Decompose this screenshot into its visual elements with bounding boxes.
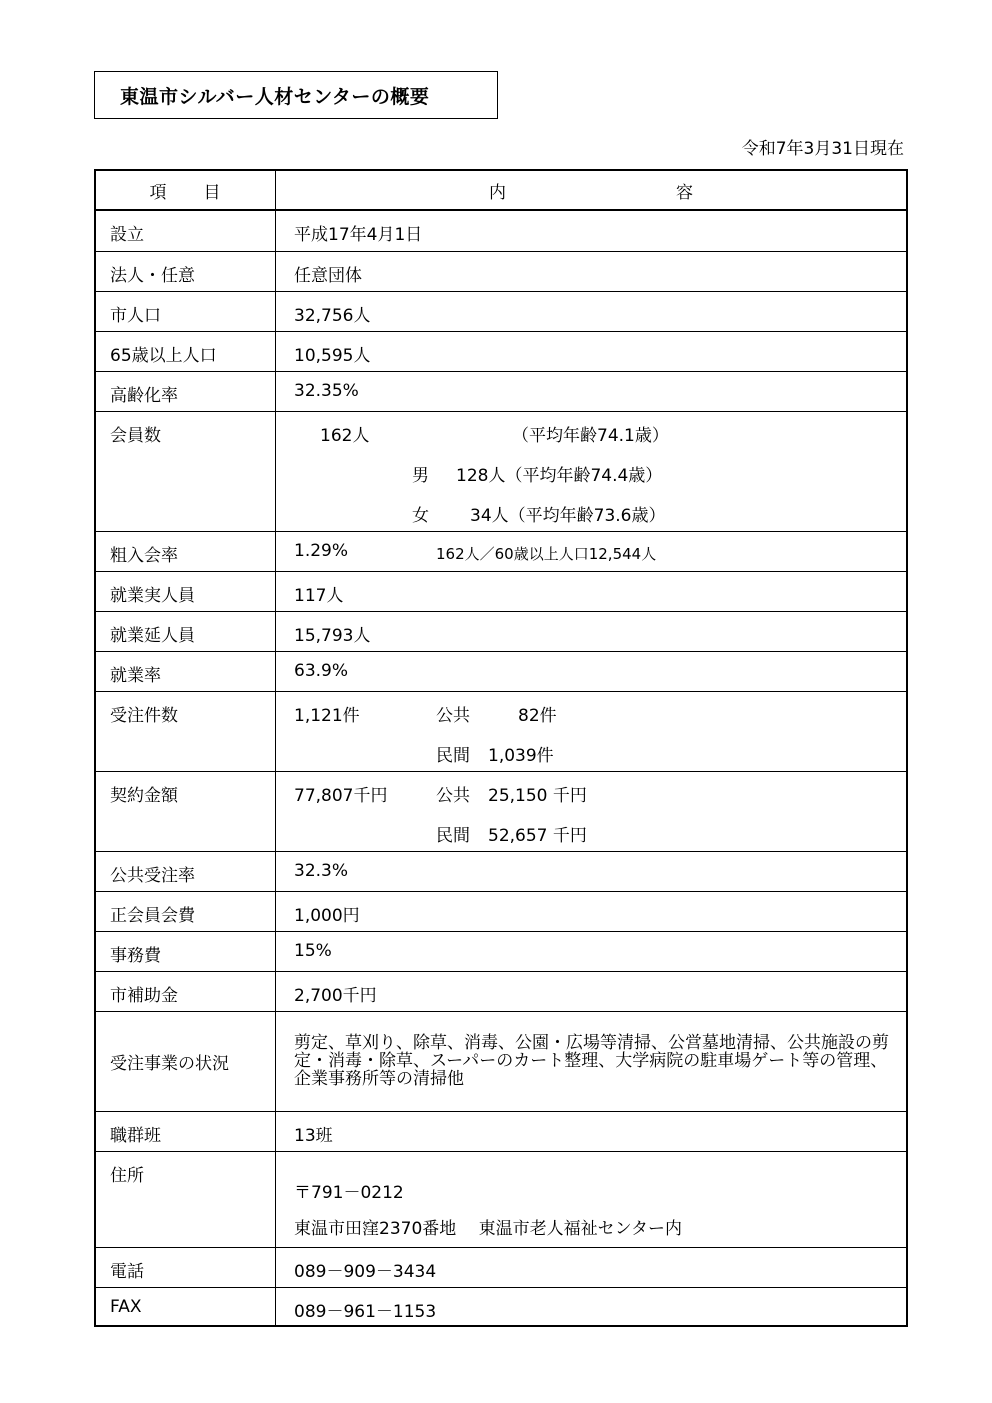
members-female: 34人（平均年齢73.6歳） — [470, 506, 666, 526]
table-row — [96, 851, 906, 891]
row-label: 粗入会率 — [96, 532, 276, 571]
title-text: 東温市シルバー人材センターの概要 — [120, 85, 430, 108]
orders-public: 82件 — [518, 706, 557, 726]
table-row — [96, 371, 906, 411]
row-label: 事務費 — [96, 932, 276, 971]
row-value: 32.3% — [294, 861, 349, 881]
row-label: 公共受注率 — [96, 852, 276, 891]
table-row — [96, 1111, 906, 1151]
orders-private-label: 民間 — [436, 746, 470, 766]
members-total: 162人 — [320, 426, 370, 446]
members-avg-age: （平均年齢74.1歳） — [512, 426, 669, 446]
row-label: FAX — [96, 1288, 276, 1325]
table-row — [96, 891, 906, 931]
row-label: 電話 — [96, 1248, 276, 1287]
row-label: 住所 — [96, 1152, 276, 1247]
address-cell — [276, 1152, 906, 1247]
row-label: 就業率 — [96, 652, 276, 691]
row-value: 13班 — [294, 1126, 333, 1146]
row-label: 65歳以上人口 — [96, 332, 276, 371]
table-row-business — [96, 1011, 906, 1111]
members-female-label: 女 — [412, 506, 429, 526]
row-value: 089－961－1153 — [294, 1302, 437, 1322]
orders-private: 1,039件 — [488, 746, 554, 766]
page-title — [94, 71, 498, 119]
business-text: 剪定、草刈り、除草、消毒、公園・広場等清掃、公営墓地清掃、公共施設の剪定・消毒・除草、スーパーのカート整理、大学病院の駐車場ゲート等の管理、企業事務所等の清掃他 — [294, 1033, 889, 1089]
row-value: 15% — [294, 941, 332, 961]
table-row-address — [96, 1151, 906, 1247]
row-value: 15,793人 — [294, 626, 371, 646]
row-label: 会員数 — [96, 412, 276, 531]
table-row-members — [96, 411, 906, 531]
table-row — [96, 611, 906, 651]
row-value: 32.35% — [294, 381, 359, 401]
enrollment-note: 162人／60歳以上人口12,544人 — [436, 545, 657, 563]
row-value: 32,756人 — [294, 306, 371, 326]
table-row-contract — [96, 771, 906, 851]
row-label: 受注件数 — [96, 692, 276, 771]
overview-table — [94, 169, 908, 1327]
members-male: 128人（平均年齢74.4歳） — [456, 466, 663, 486]
orders-total: 1,121件 — [294, 706, 360, 726]
members-cell — [276, 412, 906, 531]
contract-public-label: 公共 — [436, 786, 470, 806]
table-row — [96, 291, 906, 331]
table-row — [96, 251, 906, 291]
orders-cell — [276, 692, 906, 771]
table-row — [96, 211, 906, 251]
table-row — [96, 571, 906, 611]
row-value: 63.9% — [294, 661, 349, 681]
row-label: 高齢化率 — [96, 372, 276, 411]
row-value: 1.29% — [294, 541, 349, 561]
row-label: 市補助金 — [96, 972, 276, 1011]
contract-public: 25,150 千円 — [488, 786, 587, 806]
row-value: 117人 — [294, 586, 344, 606]
as-of-date: 令和7年3月31日現在 — [741, 139, 904, 159]
table-row — [96, 531, 906, 571]
table-row-orders — [96, 691, 906, 771]
row-value: 1,000円 — [294, 906, 360, 926]
row-label: 契約金額 — [96, 772, 276, 851]
header-content-1: 内 — [489, 182, 506, 203]
row-label: 法人・任意 — [96, 252, 276, 291]
contract-cell — [276, 772, 906, 851]
enrollment-cell — [276, 532, 906, 571]
row-label: 市人口 — [96, 292, 276, 331]
contract-total: 77,807千円 — [294, 786, 388, 806]
address-postal: 〒791－0212 — [294, 1183, 404, 1203]
row-label: 設立 — [96, 211, 276, 251]
row-value: 10,595人 — [294, 346, 371, 366]
table-row — [96, 1287, 906, 1325]
row-value: 平成17年4月1日 — [294, 225, 423, 245]
contract-private-label: 民間 — [436, 826, 470, 846]
contract-private: 52,657 千円 — [488, 826, 587, 846]
header-content-2: 容 — [676, 182, 693, 203]
row-value: 089－909－3434 — [294, 1262, 437, 1282]
row-value: 2,700千円 — [294, 986, 377, 1006]
row-label: 就業実人員 — [96, 572, 276, 611]
table-row — [96, 331, 906, 371]
header-content — [276, 171, 906, 209]
orders-public-label: 公共 — [436, 706, 470, 726]
row-label: 正会員会費 — [96, 892, 276, 931]
address-line: 東温市田窪2370番地 東温市老人福祉センター内 — [294, 1219, 682, 1239]
row-value: 任意団体 — [294, 266, 362, 286]
table-row — [96, 651, 906, 691]
table-row — [96, 1247, 906, 1287]
table-header — [96, 171, 906, 211]
row-label: 職群班 — [96, 1112, 276, 1151]
table-row — [96, 971, 906, 1011]
members-male-label: 男 — [412, 466, 429, 486]
row-label: 受注事業の状況 — [96, 1012, 276, 1111]
table-row — [96, 931, 906, 971]
row-label: 就業延人員 — [96, 612, 276, 651]
header-item: 項 目 — [96, 171, 276, 209]
